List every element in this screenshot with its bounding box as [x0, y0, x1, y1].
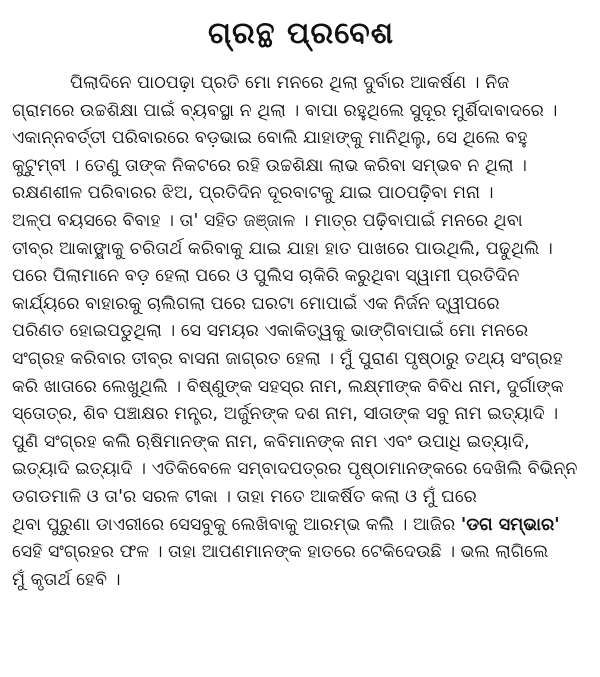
text-line: ରକ୍ଷଣଶୀଳ ପରିବାରର ଝିଅ, ପ୍ରତିଦିନ ଦୂରବାଟକୁ ଯାଇ ପାଠପଢ଼ିବା ମନା । [12, 183, 494, 204]
text-line: କରି ଖାତାରେ ଲେଖୁଥିଲି । ବିଷ୍ଣୁଙ୍କ ସହସ୍ର ନାମ, ଲକ୍ଷ୍ମୀଙ୍କ ବିବିଧ ନାମ, ଦୁର୍ଗାଙ୍କ [12, 376, 564, 397]
preface-body [12, 70, 590, 594]
text-line: ପରେ ପିଲାମାନେ ବଡ଼ ହେଲା ପରେ ଓ ପୁଲିସ ଚାକିରି କରୁଥିବା ସ୍ୱାମୀ ପ୍ରତିଦିନ [12, 266, 520, 287]
text-line: ସଂଗ୍ରହ କରିବାର ତୀବ୍ର ବାସନା ଜାଗ୍ରତ ହେଲା । ମୁଁ ପୁରାଣ ପୃଷ୍ଠାରୁ ତଥ୍ୟ ସଂଗ୍ରହ [12, 348, 564, 369]
text-line: ମୁଁ କୃତାର୍ଥ ହେବି । [12, 569, 121, 590]
text-line: ପରିଣତ ହୋଇପଡୁଥିଲା । ସେ ସମୟର ଏକାକିତ୍ୱକୁ ଭାଙ୍ଗିବାପାଇଁ ମୋ ମନରେ [12, 321, 529, 342]
text-line: ଏକାନ୍ନବର୍ତ୍ତୀ ପରିବାରରେ ବଡ଼ଭାଇ ବୋଲି ଯାହାଙ୍କୁ ମାନିଥିଲୁ, ସେ ଥିଲେ ବହୁ [12, 128, 528, 149]
text-line: କାର୍ଯ୍ୟରେ ବାହାରକୁ ଚାଲିଗଲା ପରେ ଘରଟା ମୋପାଇଁ ଏକ ନିର୍ଜନ ଦ୍ୱୀପରେ [12, 293, 500, 314]
text-line-with-book-name [12, 512, 590, 540]
text-line: ଇତ୍ୟାଦି ଇତ୍ୟାଦି । ଏତିକିବେଳେ ସମ୍ବାଦପତ୍ରର ପୃଷ୍ଠାମାନଙ୍କରେ ଦେଖିଲି ବିଭିନ୍ନ [12, 459, 578, 480]
text-line-part: ଥିବା ପୁରୁଣା ଡାଏରୀରେ ସେସବୁକୁ ଲେଖିବାକୁ ଆରମ୍ଭ କଲି । ଆଜିର [12, 514, 456, 535]
text-line: ସେହି ସଂଗ୍ରହର ଫଳ । ତାହା ଆପଣମାନଙ୍କ ହାତରେ ଟେକିଦେଉଛି । ଭଲ ଲାଗିଲେ [12, 542, 549, 563]
page-title: ଗ୍ରନ୍ଥ ପ୍ରବେଶ [207, 16, 395, 51]
book-name: 'ଡଗ ସମ୍ଭାର' [460, 514, 560, 535]
text-line: ତୀବ୍ର ଆକାଙ୍କ୍ଷାକୁ ଚରିତାର୍ଥ କରିବାକୁ ଯାଇ ଯାହା ହାତ ପାଖରେ ପାଉଥିଲି, ପଢୁଥିଲି । [12, 238, 553, 259]
text-line: ଡଗଡମାଳି ଓ ତା'ର ସରଳ ଟୀକା । ତାହା ମତେ ଆକର୍ଷିତ କଲା ଓ ମୁଁ ଘରେ [12, 486, 477, 507]
text-line: ପିଲାଦିନେ ପାଠପଢ଼ା ପ୍ରତି ମୋ ମନରେ ଥିଲା ଦୁର୍ବାର ଆକର୍ଷଣ । ନିଜ [70, 73, 510, 93]
text-line: ଗ୍ରାମରେ ଉଚ୍ଚଶିକ୍ଷା ପାଇଁ ବ୍ୟବସ୍ଥା ନ ଥିଲା । ବାପା ରହୁଥିଲେ ସୁଦୂର ମୁର୍ଶିଦାବାଦରେ । [12, 100, 558, 121]
text-line: ସ୍ତୋତ୍ର, ଶିବ ପଞ୍ଚାକ୍ଷର ମନ୍ତ୍ର, ଅର୍ଜୁନଙ୍କ ଦଶ ନାମ, ସୀତାଙ୍କ ସବୁ ନାମ ଇତ୍ୟାଦି । [12, 404, 559, 425]
text-line: ପୁଣି ସଂଗ୍ରହ କଲି ଋଷିମାନଙ୍କ ନାମ, କବିମାନଙ୍କ ନାମ ଏବଂ ଉପାଧି ଇତ୍ୟାଦି, [12, 431, 530, 452]
text-line: ଅଳ୍ପ ବୟସରେ ବିବାହ । ତା' ସହିତ ଜଞ୍ଜାଳ । ମାତ୍ର ପଢ଼ିବାପାଇଁ ମନରେ ଥିବା [12, 210, 523, 231]
text-line: କୁଟୁମ୍ବୀ । ତେଣୁ ତାଙ୍କ ନିକଟରେ ରହି ଉଚ୍ଚଶିକ୍ଷା ଲାଭ କରିବା ସମ୍ଭବ ନ ଥିଲା । [12, 155, 527, 176]
